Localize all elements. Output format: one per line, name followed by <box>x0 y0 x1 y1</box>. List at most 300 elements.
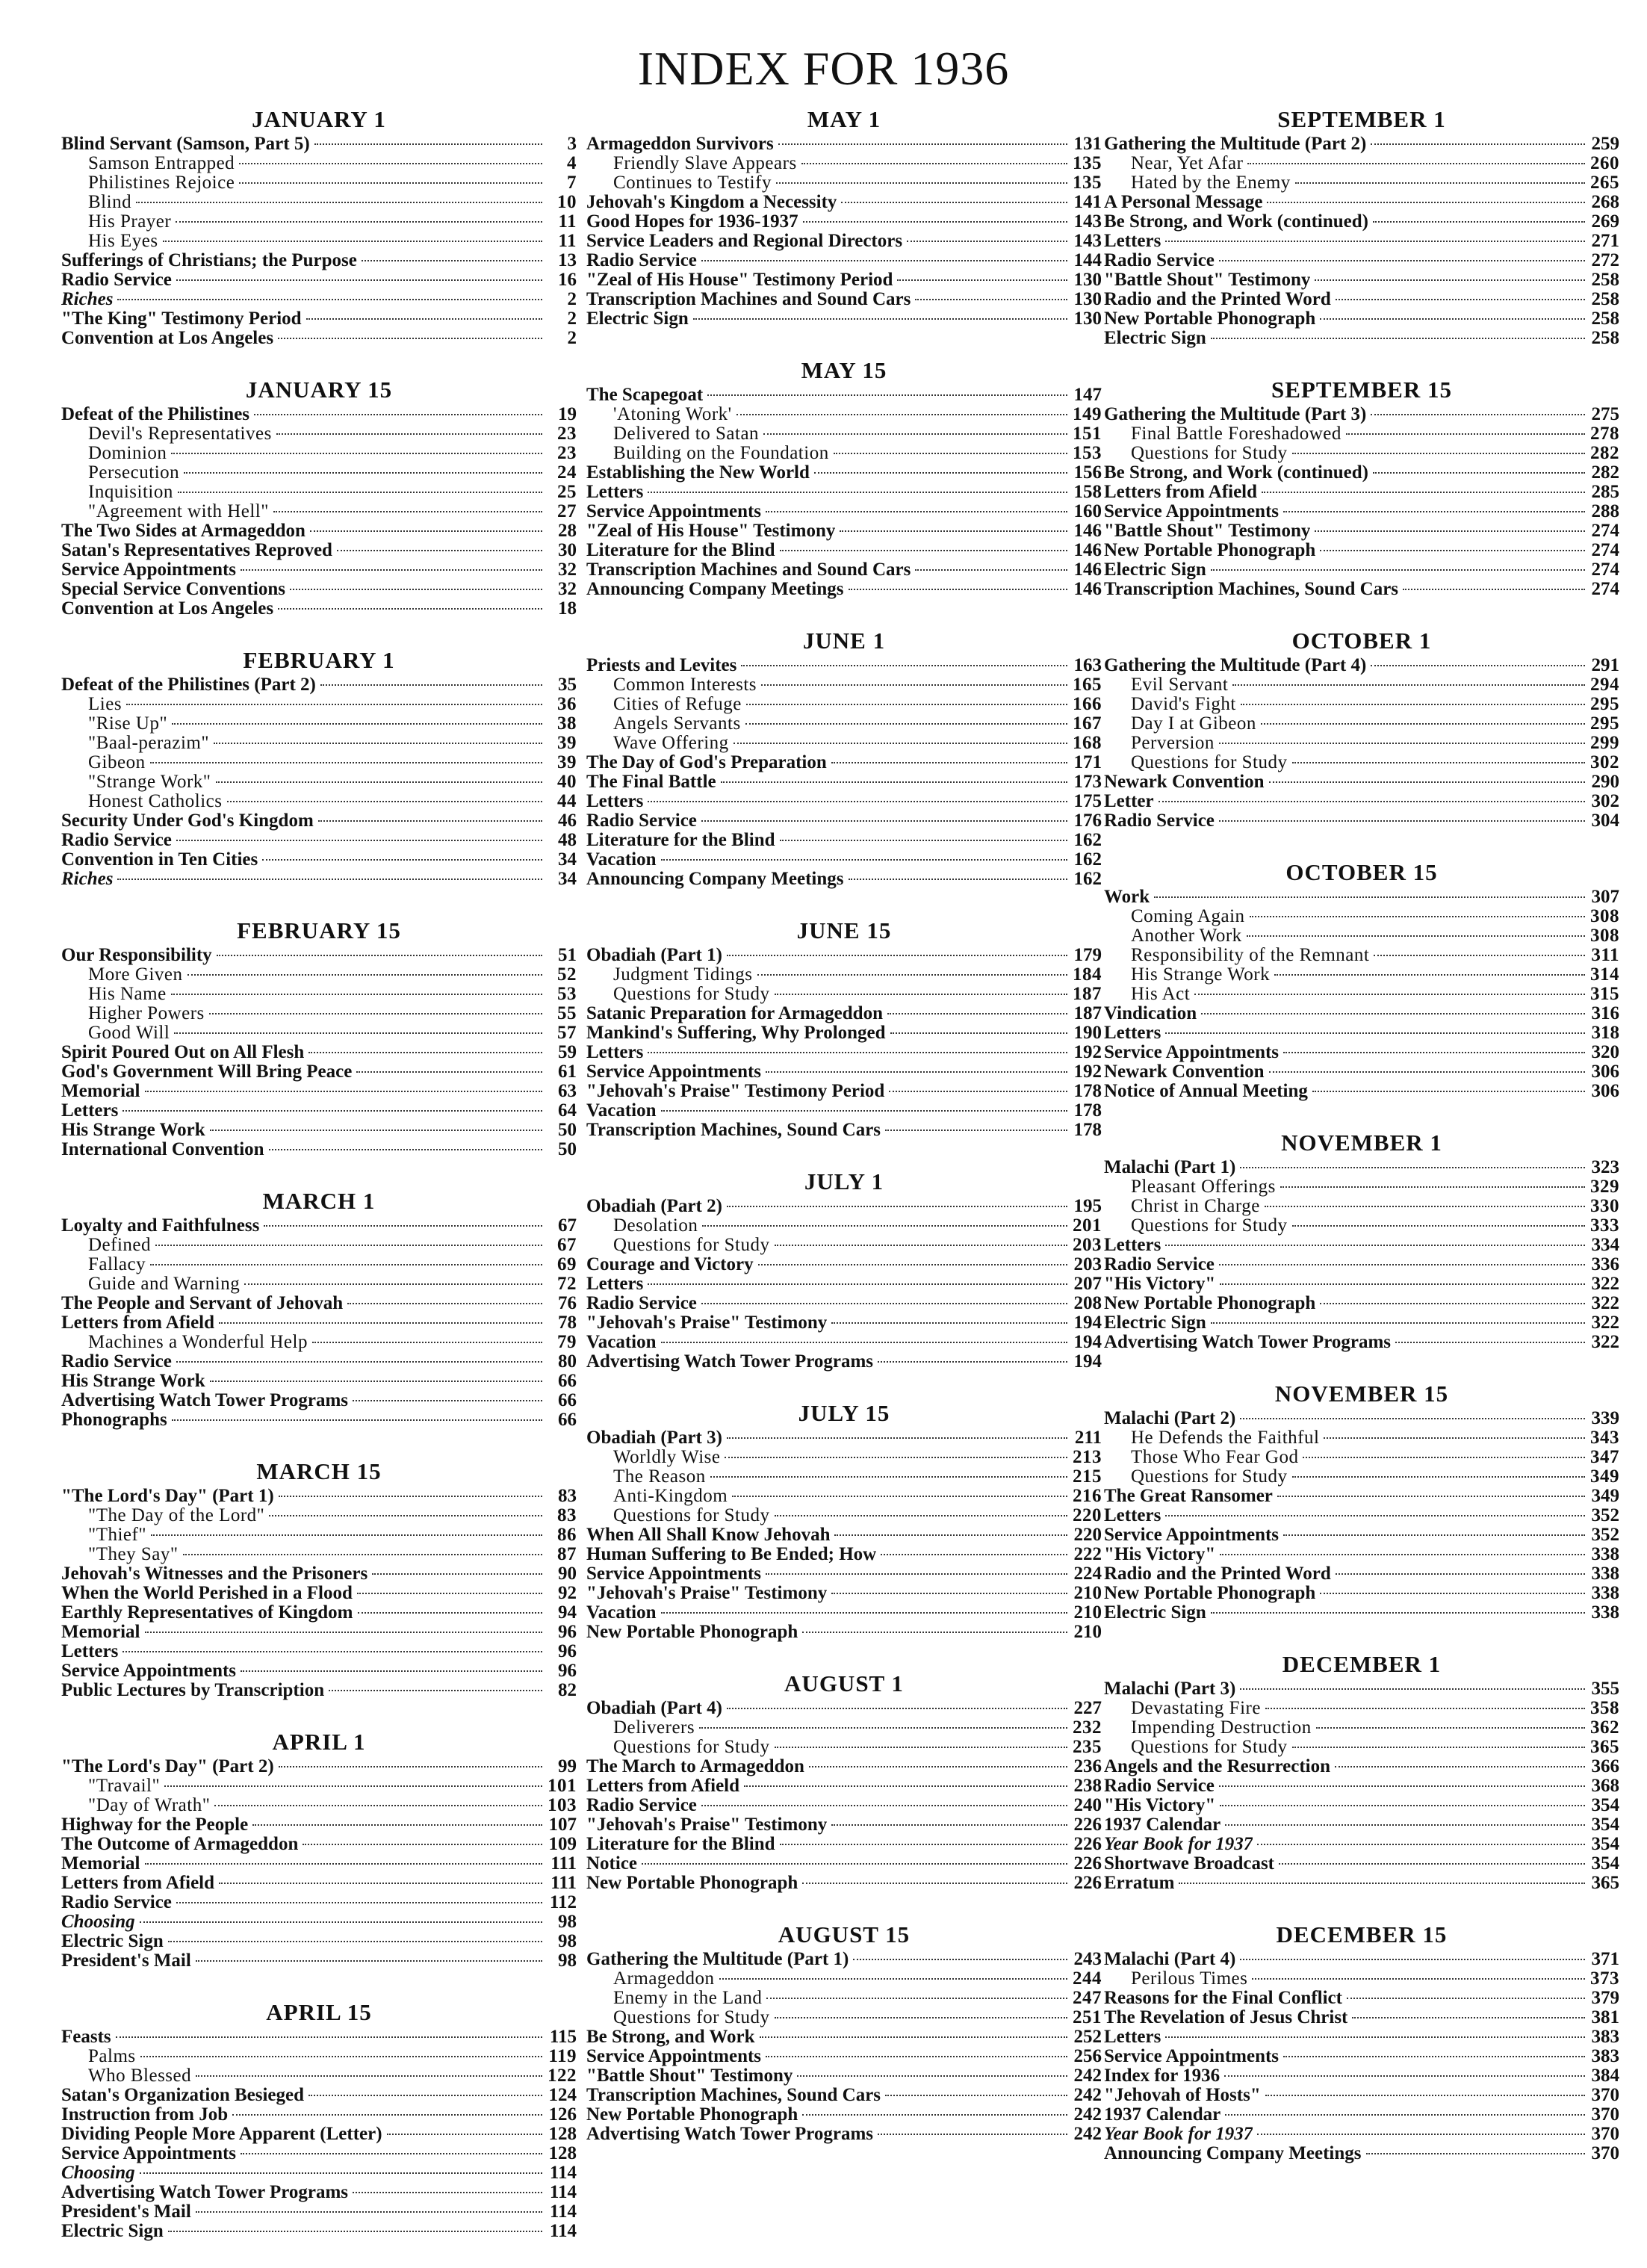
entry-title: Memorial <box>61 1082 140 1101</box>
dot-leader <box>1324 1437 1585 1439</box>
page-number: 322 <box>1591 1332 1619 1352</box>
dot-leader <box>163 241 542 242</box>
index-entry <box>586 1313 1102 1333</box>
index-entry <box>1104 521 1619 541</box>
issue-section <box>1104 858 1619 1101</box>
dot-leader <box>661 859 1067 861</box>
index-entry <box>586 2105 1102 2125</box>
entry-title: Radio Service <box>586 1294 697 1313</box>
entry-title: Vacation <box>586 1603 657 1623</box>
page-number: 57 <box>557 1023 577 1043</box>
entry-title: His Strange Work <box>1131 965 1271 985</box>
entry-title: Announcing Company Meetings <box>1104 2144 1362 2163</box>
page-number: 55 <box>557 1003 577 1023</box>
entry-title: "The King" Testimony Period <box>61 309 302 329</box>
entry-title: New Portable Phonograph <box>586 1623 798 1642</box>
dot-leader <box>1240 1418 1585 1419</box>
index-subentry <box>61 193 577 212</box>
entry-title: Convention in Ten Cities <box>61 850 258 870</box>
page-number: 338 <box>1591 1602 1619 1623</box>
dot-leader <box>719 1978 1067 1980</box>
dot-leader <box>1261 723 1585 725</box>
dot-leader <box>329 1690 542 1691</box>
dot-leader <box>1220 1554 1585 1555</box>
page-number: 178 <box>1073 1120 1102 1140</box>
entry-title: "Agreement with Hell" <box>88 502 269 521</box>
index-subentry <box>1104 1718 1619 1738</box>
dot-leader <box>318 820 542 822</box>
page-number: 79 <box>557 1332 577 1352</box>
entry-title: Year Book for 1937 <box>1104 1835 1253 1854</box>
entry-title: Pleasant Offerings <box>1131 1177 1276 1197</box>
dot-leader <box>279 1766 542 1767</box>
page-number: 215 <box>1073 1466 1102 1487</box>
dot-leader <box>1154 896 1585 898</box>
entry-title: Erratum <box>1104 1874 1175 1893</box>
dot-leader <box>356 1071 542 1073</box>
page-number: 371 <box>1591 1949 1619 1969</box>
entry-title: Honest Catholics <box>88 792 223 811</box>
dot-leader <box>1247 935 1585 937</box>
index-entry <box>61 1564 577 1584</box>
page-number: 72 <box>557 1274 577 1294</box>
page-number: 316 <box>1591 1003 1619 1023</box>
entry-title: Defeat of the Philistines (Part 2) <box>61 675 316 695</box>
dot-leader <box>661 1110 1067 1112</box>
entry-title: Persecution <box>88 463 180 483</box>
index-subentry <box>586 2008 1102 2027</box>
page-number: 232 <box>1073 1717 1102 1738</box>
page-number: 329 <box>1590 1177 1619 1197</box>
entry-title: Delivered to Satan <box>613 424 760 444</box>
dot-leader <box>699 1727 1067 1729</box>
dot-leader <box>648 1052 1067 1053</box>
index-entry <box>586 1043 1102 1062</box>
dot-leader <box>308 2095 542 2096</box>
index-column-1 <box>61 105 577 2268</box>
page-number: 322 <box>1591 1293 1619 1313</box>
page-number: 38 <box>557 713 577 734</box>
dot-leader <box>1159 801 1585 802</box>
dot-leader <box>1240 1959 1585 1960</box>
entry-title: Gathering the Multitude (Part 4) <box>1104 656 1367 675</box>
page-number: 44 <box>557 791 577 811</box>
entry-title: Instruction from Job <box>61 2105 229 2125</box>
index-entry <box>1104 290 1619 309</box>
entry-title: The Great Ransomer <box>1104 1487 1273 1506</box>
index-entry <box>586 580 1102 599</box>
dot-leader <box>661 1612 1067 1614</box>
page-number: 11 <box>558 211 577 232</box>
entry-title: Vacation <box>586 1333 657 1352</box>
issue-section <box>61 1457 577 1700</box>
entry-title: Loyalty and Faithfulness <box>61 1216 260 1236</box>
dot-leader <box>701 1303 1067 1304</box>
index-subentry <box>61 1274 577 1294</box>
dot-leader <box>219 1322 542 1324</box>
entry-title: His Prayer <box>88 212 172 232</box>
page-number: 178 <box>1073 1100 1102 1121</box>
dot-leader <box>176 1902 542 1903</box>
entry-title: Obadiah (Part 2) <box>586 1197 722 1216</box>
dot-leader <box>214 743 542 744</box>
index-entry <box>1104 483 1619 502</box>
page-number: 187 <box>1073 984 1102 1004</box>
dot-leader <box>878 2134 1067 2135</box>
entry-title: "Battle Shout" Testimony <box>1104 521 1311 541</box>
index-subentry <box>586 173 1102 193</box>
index-entry <box>1104 193 1619 212</box>
page-number: 290 <box>1591 772 1619 792</box>
index-entry <box>586 290 1102 309</box>
index-subentry <box>586 1236 1102 1255</box>
index-entry <box>586 1545 1102 1564</box>
issue-heading: JANUARY 1 <box>252 106 386 132</box>
page-number: 285 <box>1591 482 1619 502</box>
index-entry <box>61 1043 577 1062</box>
page-number: 114 <box>549 2221 577 2241</box>
dot-leader <box>802 1883 1067 1884</box>
page-number: 39 <box>557 752 577 772</box>
page-number: 302 <box>1590 752 1619 772</box>
page-number: 349 <box>1590 1466 1619 1487</box>
entry-title: Armageddon <box>613 1969 715 1989</box>
entry-title: David's Fight <box>1131 695 1236 714</box>
page-number: 162 <box>1073 869 1102 889</box>
index-entry <box>586 1603 1102 1623</box>
page-number: 235 <box>1073 1737 1102 1757</box>
page-number: 2 <box>567 309 577 329</box>
page-number: 23 <box>557 443 577 463</box>
dot-leader <box>853 1959 1067 1960</box>
entry-title: New Portable Phonograph <box>586 1874 798 1893</box>
page-number: 256 <box>1073 2046 1102 2066</box>
index-entry <box>586 1757 1102 1776</box>
entry-title: Enemy in the Land <box>613 1989 763 2008</box>
dot-leader <box>1295 182 1585 184</box>
index-entry <box>1104 2066 1619 2086</box>
entry-title: Index for 1936 <box>1104 2066 1220 2086</box>
dot-leader <box>1371 665 1585 666</box>
page-number: 384 <box>1591 2066 1619 2086</box>
page-number: 242 <box>1073 2124 1102 2144</box>
dot-leader <box>780 1844 1067 1845</box>
issue-section <box>586 1669 1102 1893</box>
index-entry <box>586 560 1102 580</box>
page-number: 271 <box>1591 231 1619 251</box>
entry-title: President's Mail <box>61 1951 191 1971</box>
page-number: 146 <box>1073 579 1102 599</box>
entry-title: Friendly Slave Appears <box>613 154 797 173</box>
dot-leader <box>262 859 542 861</box>
index-entry <box>586 1835 1102 1854</box>
page-number: 146 <box>1073 521 1102 541</box>
index-subentry <box>61 2066 577 2086</box>
index-entry <box>586 1776 1102 1796</box>
index-entry <box>61 1757 577 1776</box>
dot-leader <box>347 1303 542 1304</box>
entry-title: Choosing <box>61 1912 135 1932</box>
page-number: 131 <box>1073 134 1102 154</box>
dot-leader <box>241 2153 542 2154</box>
entry-title: Judgment Tidings <box>613 965 753 985</box>
dot-leader <box>140 1921 542 1923</box>
page-number: 383 <box>1591 2046 1619 2066</box>
page-number: 274 <box>1591 521 1619 541</box>
entry-title: God's Government Will Bring Peace <box>61 1062 353 1082</box>
index-subentry <box>61 444 577 463</box>
index-entry <box>1104 1158 1619 1177</box>
index-entry <box>586 870 1102 889</box>
page-number: 349 <box>1591 1486 1619 1506</box>
entry-title: Human Suffering to Be Ended; How <box>586 1545 877 1564</box>
dot-leader <box>1265 2095 1585 2096</box>
entry-title: Radio Service <box>586 1796 697 1815</box>
page-number: 114 <box>549 2202 577 2222</box>
dot-leader <box>150 1264 542 1265</box>
index-subentry <box>1104 1197 1619 1216</box>
page-number: 80 <box>558 1351 577 1372</box>
page-number: 370 <box>1591 2104 1619 2125</box>
dot-leader <box>171 994 542 995</box>
index-entry <box>586 502 1102 521</box>
entry-title: A Personal Message <box>1104 193 1263 212</box>
dot-leader <box>164 1785 542 1787</box>
index-entry <box>586 1082 1102 1101</box>
page-number: 308 <box>1590 906 1619 926</box>
index-entry <box>61 1101 577 1121</box>
page-number: 173 <box>1073 772 1102 792</box>
page-number: 354 <box>1591 1815 1619 1835</box>
index-entry <box>586 831 1102 850</box>
issue-section <box>1104 105 1619 348</box>
dot-leader <box>1371 143 1585 145</box>
entry-title: Letters from Afield <box>61 1313 215 1333</box>
dot-leader <box>254 414 542 415</box>
page-number: 59 <box>558 1042 577 1062</box>
page-number: 308 <box>1590 926 1619 946</box>
index-entry <box>1104 1989 1619 2008</box>
issue-section <box>61 1727 577 1971</box>
dot-leader <box>1240 1167 1585 1168</box>
page-number: 87 <box>557 1544 577 1564</box>
dot-leader <box>766 1998 1067 1999</box>
index-entry <box>61 290 577 309</box>
index-entry <box>1104 1294 1619 1313</box>
page-number: 32 <box>558 560 577 580</box>
index-entry <box>1104 329 1619 348</box>
dot-leader <box>831 1593 1067 1594</box>
page-number: 111 <box>550 1853 577 1874</box>
page-number: 194 <box>1073 1351 1102 1372</box>
index-entry <box>1104 2008 1619 2027</box>
entry-title: Perversion <box>1131 734 1215 753</box>
page-number: 16 <box>558 270 577 290</box>
dot-leader <box>778 143 1067 145</box>
page-number: 274 <box>1591 540 1619 560</box>
dot-leader <box>760 2036 1067 2038</box>
page-number: 210 <box>1073 1583 1102 1603</box>
page-number: 282 <box>1591 462 1619 483</box>
index-entry <box>1104 1835 1619 1854</box>
page-number: 370 <box>1591 2085 1619 2105</box>
entry-title: "Jehovah's Praise" Testimony <box>586 1815 828 1835</box>
dot-leader <box>1220 1805 1585 1806</box>
entry-title: Letters <box>1104 2027 1161 2047</box>
issue-section <box>586 626 1102 889</box>
entry-title: New Portable Phonograph <box>1104 541 1316 560</box>
index-entry <box>1104 1545 1619 1564</box>
dot-leader <box>126 704 542 705</box>
entry-title: Hated by the Enemy <box>1131 173 1291 193</box>
dot-leader <box>1219 743 1585 744</box>
dot-leader <box>217 955 542 956</box>
index-entry <box>586 1623 1102 1642</box>
entry-title: Notice <box>586 1854 638 1874</box>
entry-title: Wave Offering <box>613 734 729 753</box>
index-entry <box>586 811 1102 831</box>
dot-leader <box>834 453 1067 454</box>
page-number: 366 <box>1591 1756 1619 1776</box>
entry-title: Christ in Charge <box>1131 1197 1260 1216</box>
index-entry <box>61 2105 577 2125</box>
page-number: 184 <box>1073 964 1102 985</box>
page-number: 318 <box>1591 1023 1619 1043</box>
dot-leader <box>725 1457 1067 1458</box>
page-number: 226 <box>1073 1873 1102 1893</box>
page-number: 168 <box>1073 733 1102 753</box>
entry-title: Advertising Watch Tower Programs <box>586 1352 874 1372</box>
dot-leader <box>358 1612 543 1614</box>
entry-title: Service Appointments <box>586 502 762 521</box>
index-entry <box>61 1410 577 1430</box>
dot-leader <box>216 781 543 783</box>
index-subentry <box>61 154 577 173</box>
index-entry <box>61 2027 577 2047</box>
issue-section <box>61 645 577 889</box>
dot-leader <box>1283 1052 1585 1053</box>
dot-leader <box>831 1824 1067 1826</box>
index-subentry <box>1104 1428 1619 1448</box>
entry-title: Be Strong, and Work (continued) <box>1104 463 1369 483</box>
dot-leader <box>1257 1844 1585 1845</box>
dot-leader <box>801 163 1067 164</box>
page-number: 144 <box>1073 250 1102 270</box>
entry-title: Coming Again <box>1131 907 1245 926</box>
page-number: 295 <box>1590 713 1619 734</box>
page-number: 258 <box>1591 289 1619 309</box>
index-entry <box>61 2086 577 2105</box>
index-entry <box>586 251 1102 270</box>
dot-leader <box>362 260 542 261</box>
page-number: 165 <box>1073 675 1102 695</box>
entry-title: Radio Service <box>1104 1776 1215 1796</box>
page-number: 30 <box>558 540 577 560</box>
entry-title: Guide and Warning <box>88 1274 241 1294</box>
entry-title: Satanic Preparation for Armageddon <box>586 1004 883 1023</box>
page-number: 330 <box>1590 1196 1619 1216</box>
entry-title: Newark Convention <box>1104 772 1265 792</box>
page-number: 158 <box>1073 482 1102 502</box>
index-entry <box>61 405 577 424</box>
index-entry <box>61 1912 577 1932</box>
index-entry <box>1104 2047 1619 2066</box>
entry-title: "Zeal of His House" Testimony Period <box>586 270 893 290</box>
page-number: 64 <box>558 1100 577 1121</box>
dot-leader <box>763 433 1067 435</box>
dot-leader <box>775 1515 1068 1516</box>
index-entry <box>1104 1603 1619 1623</box>
dot-leader <box>1315 530 1585 532</box>
index-subentry <box>586 1969 1102 1989</box>
issue-section <box>1104 1379 1619 1623</box>
index-entry <box>586 2066 1102 2086</box>
entry-title: Literature for the Blind <box>586 831 775 850</box>
page-number: 96 <box>558 1622 577 1642</box>
entry-title: Service Appointments <box>61 2144 237 2163</box>
page-number: 320 <box>1591 1042 1619 1062</box>
dot-leader <box>1315 279 1585 281</box>
index-subentry <box>586 965 1102 985</box>
page-number: 226 <box>1073 1815 1102 1835</box>
entry-title: "His Victory" <box>1104 1545 1216 1564</box>
issue-heading: MAY 1 <box>807 106 881 132</box>
page-number: 2 <box>567 328 577 348</box>
index-entry <box>61 870 577 889</box>
entry-title: Courage and Victory <box>586 1255 754 1274</box>
page-number: 203 <box>1073 1235 1102 1255</box>
page-number: 171 <box>1073 752 1102 772</box>
entry-title: Obadiah (Part 1) <box>586 946 722 965</box>
entry-title: Transcription Machines, Sound Cars <box>586 1121 881 1140</box>
page-number: 4 <box>567 153 577 173</box>
page-number: 236 <box>1073 1756 1102 1776</box>
index-subentry <box>61 2047 577 2066</box>
dot-leader <box>1371 414 1585 415</box>
entry-title: Questions for Study <box>613 2008 770 2027</box>
issue-heading: OCTOBER 15 <box>1285 859 1438 885</box>
dot-leader <box>710 1476 1067 1478</box>
page-number: 343 <box>1590 1428 1619 1448</box>
dot-leader <box>264 1225 542 1227</box>
page-number: 338 <box>1591 1583 1619 1603</box>
entry-title: His Strange Work <box>61 1372 205 1391</box>
index-entry <box>1104 232 1619 251</box>
page-number: 336 <box>1591 1254 1619 1274</box>
dot-leader <box>727 955 1067 956</box>
page-number: 278 <box>1590 424 1619 444</box>
dot-leader <box>1211 1612 1585 1614</box>
entry-title: Establishing the New World <box>586 463 810 483</box>
page-number: 370 <box>1591 2143 1619 2163</box>
index-entry <box>1104 1004 1619 1023</box>
index-entry <box>1104 1679 1619 1699</box>
index-entry <box>1104 463 1619 483</box>
entry-title: Questions for Study <box>613 1738 770 1757</box>
page-number: 76 <box>558 1293 577 1313</box>
page-number: 338 <box>1591 1544 1619 1564</box>
page-number: 244 <box>1073 1968 1102 1989</box>
page-number: 50 <box>558 1120 577 1140</box>
entry-title: Advertising Watch Tower Programs <box>586 2125 874 2144</box>
page-number: 130 <box>1073 309 1102 329</box>
entry-title: Gathering the Multitude (Part 2) <box>1104 134 1367 154</box>
entry-title: Good Will <box>88 1023 170 1043</box>
index-subentry <box>61 714 577 734</box>
issue-heading: JANUARY 15 <box>245 377 393 403</box>
entry-title: Samson Entrapped <box>88 154 235 173</box>
index-entry <box>1104 2027 1619 2047</box>
